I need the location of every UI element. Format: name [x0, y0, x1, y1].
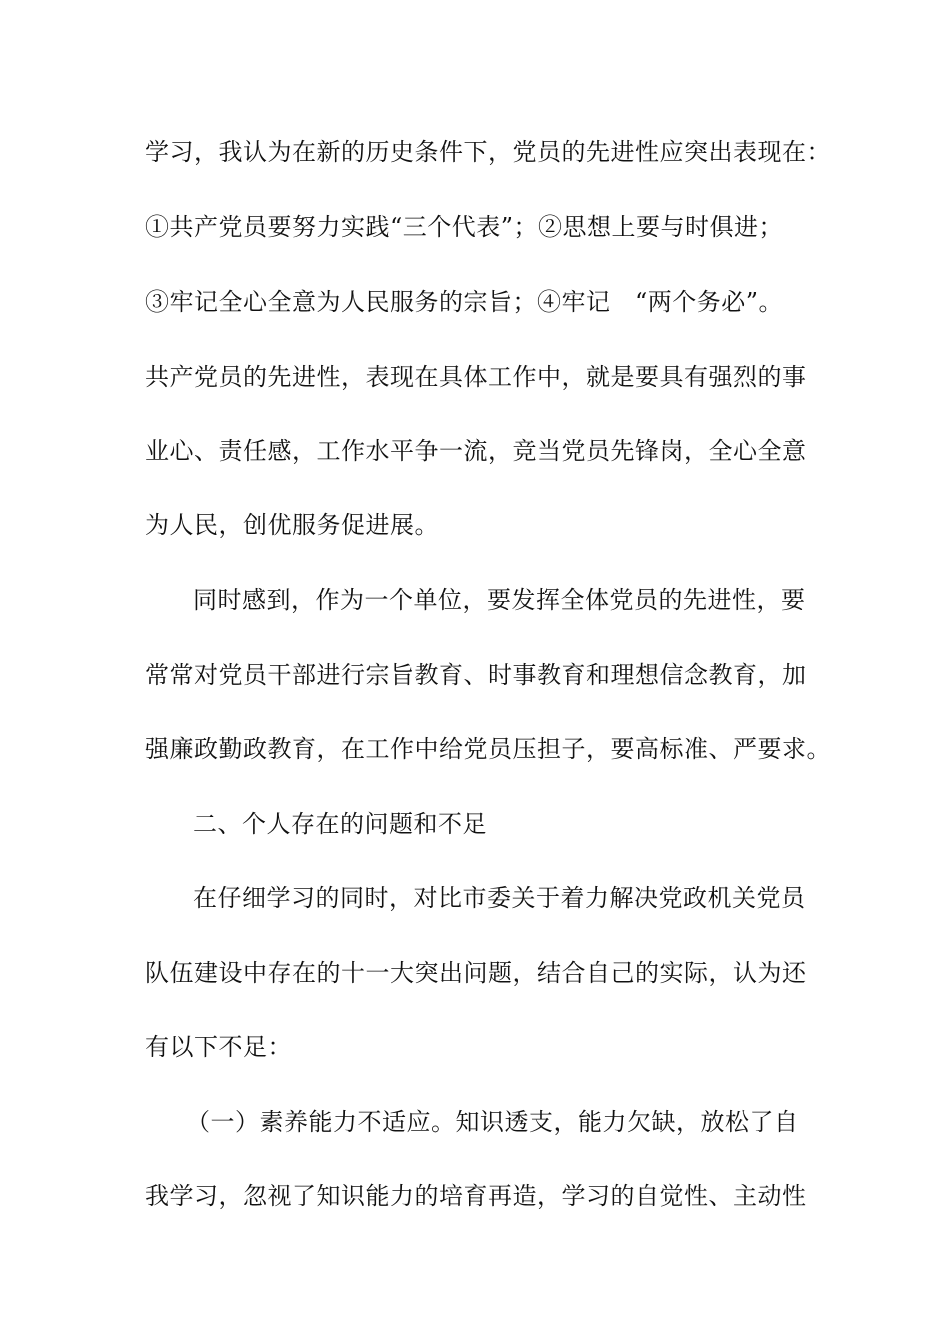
paragraph-start-line: （一）素养能力不适应。知识透支，能力欠缺，放松了自	[186, 1108, 799, 1136]
text-line: 业心、责任感，工作水平争一流，竞当党员先锋岗，全心全意	[145, 437, 807, 465]
text-line: 学习，我认为在新的历史条件下，党员的先进性应突出表现在：	[145, 138, 831, 166]
paragraph-start-line: 在仔细学习的同时，对比市委关于着力解决党政机关党员	[193, 884, 806, 912]
text-line: 我学习，忽视了知识能力的培育再造，学习的自觉性、主动性	[145, 1182, 807, 1210]
text-line: 有以下不足：	[145, 1033, 292, 1061]
text-line: 常常对党员干部进行宗旨教育、时事教育和理想信念教育，加	[145, 661, 807, 689]
text-line: 共产党员的先进性，表现在具体工作中，就是要具有强烈的事	[145, 363, 807, 391]
section-heading: 二、个人存在的问题和不足	[193, 810, 487, 838]
paragraph-start-line: 同时感到，作为一个单位，要发挥全体党员的先进性，要	[193, 586, 806, 614]
text-line: ③牢记全心全意为人民服务的宗旨；④牢记 “两个务必”。	[145, 288, 784, 316]
text-line: 为人民，创优服务促进展。	[145, 511, 439, 539]
text-line: ①共产党员要努力实践“三个代表”；②思想上要与时俱进；	[145, 213, 784, 241]
text-line: 队伍建设中存在的十一大突出问题，结合自己的实际，认为还	[145, 959, 807, 987]
text-line: 强廉政勤政教育，在工作中给党员压担子，要高标准、严要求。	[145, 735, 831, 763]
